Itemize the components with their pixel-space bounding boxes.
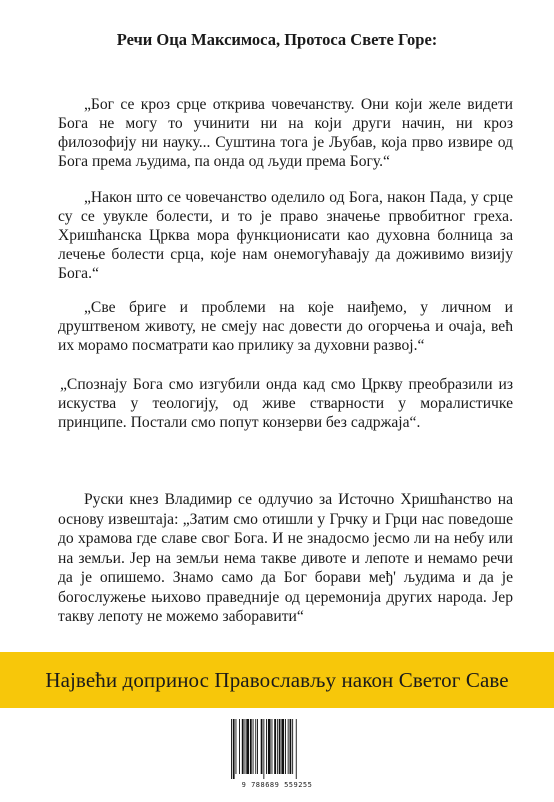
quote-paragraph-3: „Све бриге и проблеми на које наиђемо, у личном и друштвеном животу, не смеју нас довести до огорчења и очаја, већ их морамо посматрати као прилику за духовни развој.“ [58, 299, 513, 354]
quote-paragraph-4: „Спознају Бога смо изгубили онда кад смо Цркву преобразили из искуства у теологију, од живе стварности у моралистичке принципе. Постали смо попут конзерви без садржаја“. [58, 376, 513, 431]
quote-paragraph-1: „Бог се кроз срце открива човечанству. Они који желе видети Бога не могу то учинити ни на који други начин, ни кроз филозофију ни науку... Суштина тога је Љубав, која прво извире од Бога према људима, па онда од људи према Богу.“ [58, 96, 513, 170]
quote-paragraph-2: „Након што се човечанство оделило од Бога, након Пада, у срце су се увукле болести, и то је право значење првобитног греха. Хришћанска Црква мора функционисати као духовна болница за лечење болести срца, које нам онемогућавају да доживимо визију Бога.“ [58, 189, 513, 282]
isbn-barcode [226, 719, 328, 793]
banner-text: Највећи допринос Православљу након Светог Саве [45, 667, 509, 692]
isbn-digits: 9 788689 559255 [241, 781, 313, 789]
yellow-banner [0, 652, 554, 708]
barcode-bars [229, 719, 325, 779]
page-title: Речи Оца Максимоса, Протоса Свете Горе: [116, 30, 438, 49]
vladimir-paragraph: Руски кнез Владимир се одлучио за Источно Хришћанство на основу извештаја: „Затим смо отишли у Грчку и Грци нас поведоше до храмова где славе свог Бога. И не знадосмо јесмо ли на небу или на земљи. Јер на земљи нема такве дивоте и лепоте и немамо речи да је опишемо. Знамо само да Бог борави међ' људима и да је богослужење њихово праведније од церемонија других народа. Јер такву лепоту не можемо заборавити“ [58, 491, 513, 625]
